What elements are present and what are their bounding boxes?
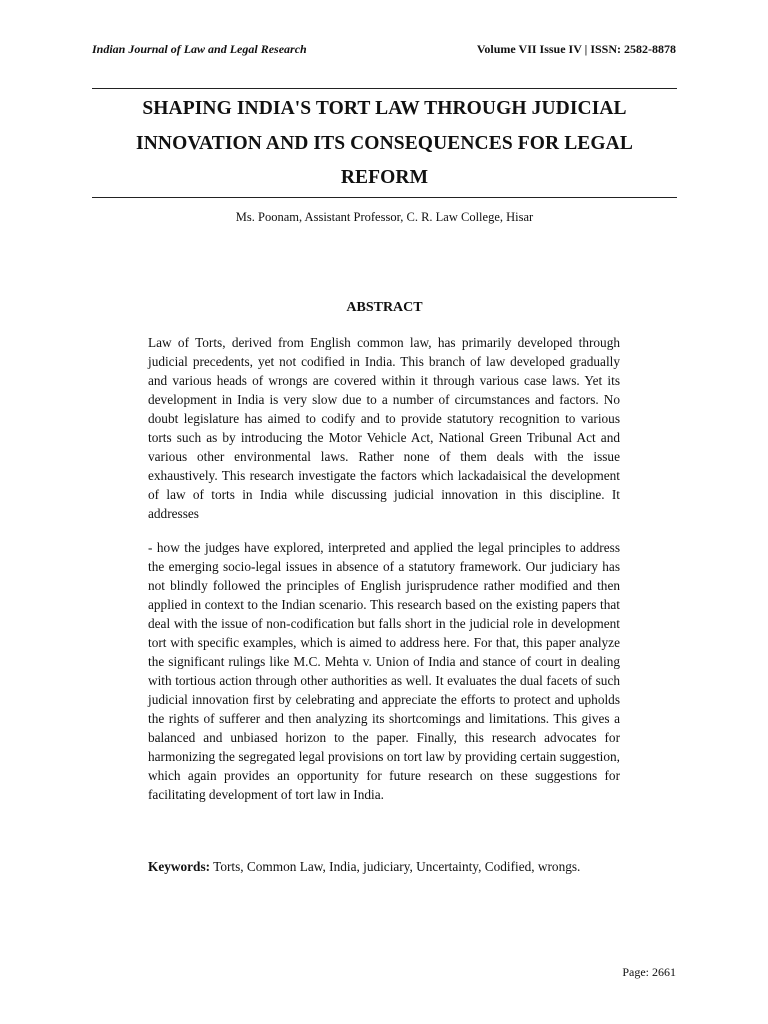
journal-name: Indian Journal of Law and Legal Research <box>92 42 307 56</box>
running-header <box>92 42 676 57</box>
article-title: SHAPING INDIA'S TORT LAW THROUGH JUDICIAL INNOVATION AND ITS CONSEQUENCES FOR LEGAL REFORM <box>136 98 633 188</box>
abstract-paragraph-2: - how the judges have explored, interpreted and applied the legal principles to address the emerging socio-legal issues in absence of a statutory framework. Our judiciary has not blindly followed the principles of English jurisprudence rather modified and then applied in context to the Indian scenario. This research based on the existing papers that deal with the issue of non-codification but falls short in the judicial role in development tort with specific examples, which is aimed to address here. For that, this paper analyze the significant rulings like M.C. Mehta v. Union of India and stance of court in dealing with tortious action through other authorities as well. It evaluates the dual facets of such judicial innovation first by celebrating and appreciate the efforts to protect and upholds the rights of sufferer and then analyzing its shortcomings and limitations. This gives a balanced and unbiased horizon to the paper. Finally, this research advocates for harmonizing the segregated legal provisions on tort law by providing certain suggestion, which again provides an opportunity for future research on these suggestions for facilitating development of tort law in India. <box>148 540 620 802</box>
title-rule-bottom <box>92 197 677 198</box>
volume-issn: Volume VII Issue IV | ISSN: 2582-8878 <box>476 42 676 56</box>
author-line: Ms. Poonam, Assistant Professor, C. R. Law College, Hisar <box>235 210 534 224</box>
keywords-line <box>148 857 620 876</box>
abstract-paragraph-1: Law of Torts, derived from English common law, has primarily developed through judicial precedents, yet not codified in India. This branch of law developed gradually and various heads of wrongs are covered within it through various case laws. Yet its development in India is very slow due to a number of circumstances and factors. No doubt legislature has aimed to codify and to provide statutory recognition to various torts such as by introducing the Motor Vehicle Act, National Green Tribunal Act and various other environmental laws. Rather none of them deals with the issue exhaustively. This research investigate the factors which lackadaisical the development of law of torts in India while discussing judicial innovation in this discipline. It addresses <box>148 335 620 521</box>
title-rule-top <box>92 88 677 89</box>
page-number: Page: 2661 <box>622 965 676 979</box>
keywords-text: Torts, Common Law, India, judiciary, Uncertainty, Codified, wrongs. <box>210 859 581 874</box>
abstract-heading: ABSTRACT <box>346 300 423 315</box>
keywords-label: Keywords: <box>148 859 211 874</box>
